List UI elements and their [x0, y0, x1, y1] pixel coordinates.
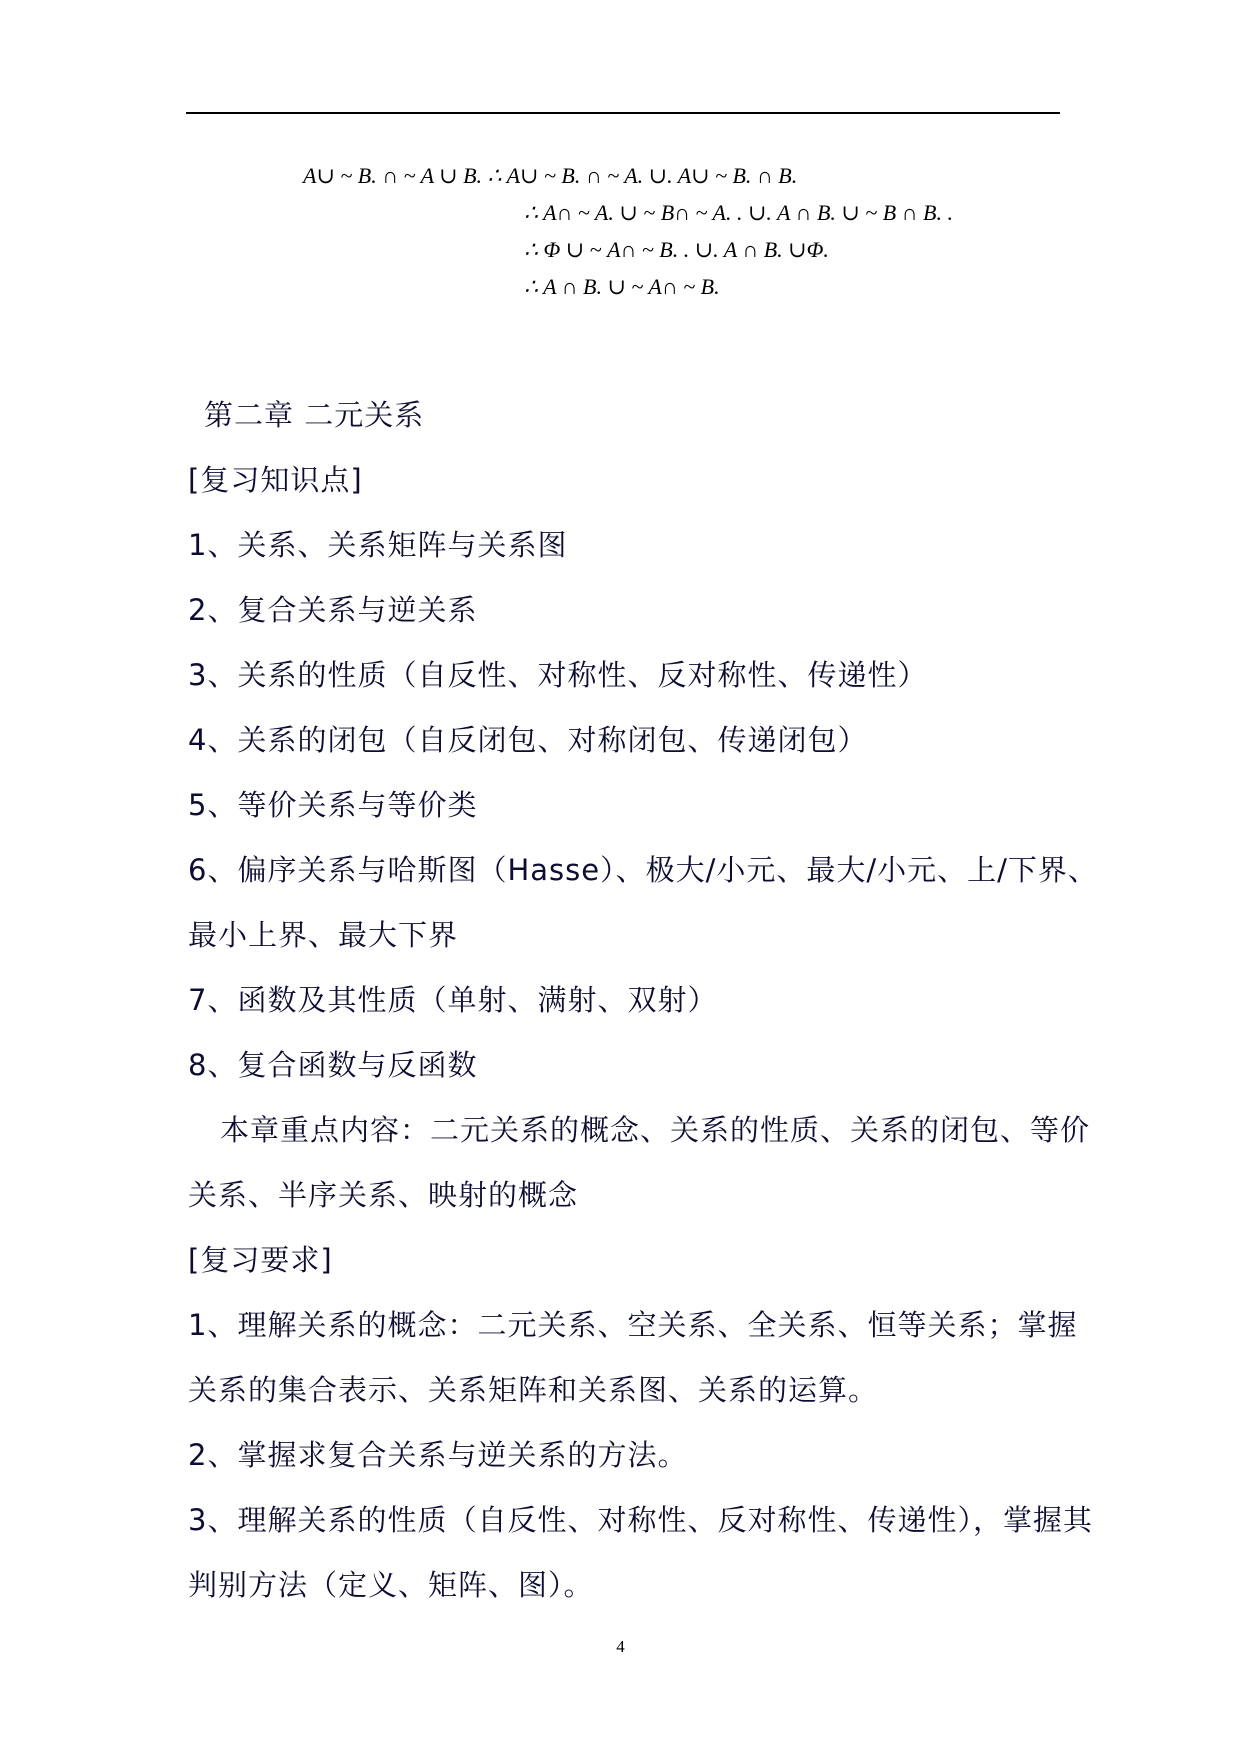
- requirement-line: 2、掌握求复合关系与逆关系的方法。: [188, 1438, 688, 1472]
- page-number: 4: [616, 1637, 625, 1656]
- header-rule: [186, 112, 1060, 114]
- key-content-line: 本章重点内容：二元关系的概念、关系的性质、关系的闭包、等价: [220, 1113, 1091, 1147]
- knowledge-item: 2、复合关系与逆关系: [188, 593, 478, 627]
- math-line-4: ∴ A ∩ B. ∪ ~ A∩ ~ B.: [524, 274, 720, 299]
- knowledge-item: 6、偏序关系与哈斯图（Hasse）、极大/小元、最大/小元、上/下界、: [188, 853, 1098, 887]
- requirement-line: 关系的集合表示、关系矩阵和关系图、关系的运算。: [188, 1373, 879, 1407]
- math-line-2: ∴ A∩ ~ A. ∪ ~ B∩ ~ A. . ∪. A ∩ B. ∪ ~ B ∩ B. .: [524, 200, 953, 225]
- knowledge-item: 8、复合函数与反函数: [188, 1048, 478, 1082]
- knowledge-item: 5、等价关系与等价类: [188, 788, 478, 822]
- requirement-line: 1、理解关系的概念：二元关系、空关系、全关系、恒等关系；掌握: [188, 1308, 1078, 1342]
- math-line-3: ∴ Φ ∪ ~ A∩ ~ B. . ∪. A ∩ B. ∪Φ.: [524, 237, 829, 262]
- knowledge-item: 4、关系的闭包（自反闭包、对称闭包、传递闭包）: [188, 723, 868, 757]
- math-line-1: A∪ ~ B. ∩ ~ A ∪ B. ∴ A∪ ~ B. ∩ ~ A. ∪. A∪ ~ B. ∩ B.: [303, 163, 798, 188]
- key-content-line: 关系、半序关系、映射的概念: [188, 1178, 579, 1212]
- requirement-line: 3、理解关系的性质（自反性、对称性、反对称性、传递性），掌握其: [188, 1503, 1093, 1537]
- chapter-title: 第二章 二元关系: [204, 398, 425, 432]
- knowledge-item: 最小上界、最大下界: [188, 918, 459, 952]
- section-heading-requirements: [复习要求]: [188, 1243, 333, 1277]
- requirement-line: 判别方法（定义、矩阵、图）。: [188, 1568, 594, 1602]
- knowledge-item: 1、关系、关系矩阵与关系图: [188, 528, 568, 562]
- section-heading-knowledge: [复习知识点]: [188, 463, 363, 497]
- knowledge-item: 7、函数及其性质（单射、满射、双射）: [188, 983, 718, 1017]
- knowledge-item: 3、关系的性质（自反性、对称性、反对称性、传递性）: [188, 658, 928, 692]
